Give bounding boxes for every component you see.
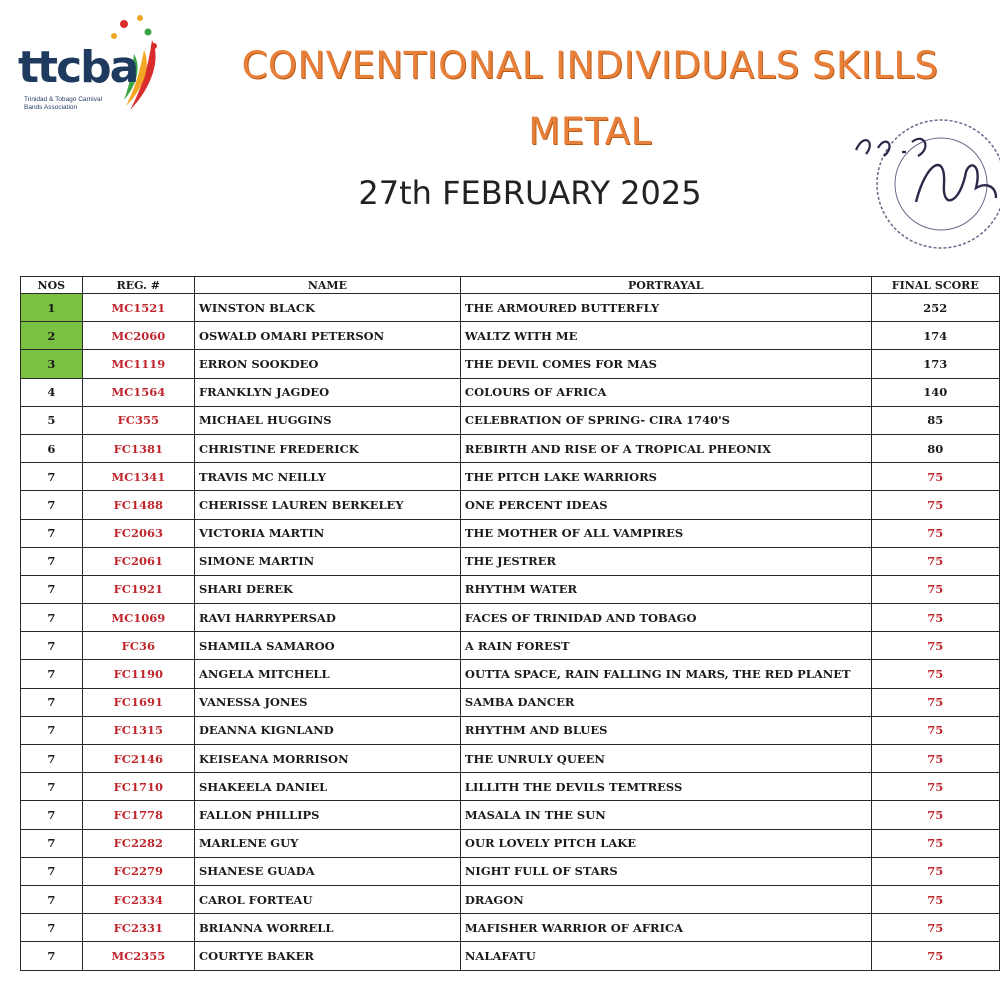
results-table — [20, 276, 1000, 971]
portrayal-cell: REBIRTH AND RISE OF A TROPICAL PHEONIX — [460, 434, 871, 462]
registration-cell: FC1778 — [82, 801, 194, 829]
registration-cell: FC2061 — [82, 547, 194, 575]
portrayal-cell: THE UNRULY QUEEN — [460, 745, 871, 773]
name-cell: SHANESE GUADA — [194, 857, 460, 885]
table-row — [21, 914, 1000, 942]
portrayal-cell: NIGHT FULL OF STARS — [460, 857, 871, 885]
table-row — [21, 378, 1000, 406]
rank-cell: 7 — [21, 745, 83, 773]
final-score-cell: 140 — [871, 378, 999, 406]
name-cell: RAVI HARRYPERSAD — [194, 604, 460, 632]
final-score-cell: 174 — [871, 322, 999, 350]
rank-cell: 4 — [21, 378, 83, 406]
portrayal-cell: MAFISHER WARRIOR OF AFRICA — [460, 914, 871, 942]
registration-cell: FC1691 — [82, 688, 194, 716]
portrayal-cell: OUR LOVELY PITCH LAKE — [460, 829, 871, 857]
portrayal-cell: OUTTA SPACE, RAIN FALLING IN MARS, THE RED PLANET — [460, 660, 871, 688]
rank-cell: 2 — [21, 322, 83, 350]
name-cell: VICTORIA MARTIN — [194, 519, 460, 547]
rank-cell: 7 — [21, 688, 83, 716]
portrayal-cell: LILLITH THE DEVILS TEMTRESS — [460, 773, 871, 801]
table-row — [21, 463, 1000, 491]
ttcba-logo — [16, 10, 166, 120]
logo-subtext: Trinidad & Tobago Carnival Bands Association — [24, 96, 103, 111]
final-score-cell: 75 — [871, 942, 999, 970]
event-date: 27th FEBRUARY 2025 — [358, 174, 702, 212]
registration-cell: FC1315 — [82, 716, 194, 744]
table-row — [21, 575, 1000, 603]
rank-cell: 7 — [21, 632, 83, 660]
column-header: NAME — [194, 277, 460, 294]
column-header: REG. # — [82, 277, 194, 294]
final-score-cell: 75 — [871, 632, 999, 660]
column-header: FINAL SCORE — [871, 277, 999, 294]
registration-cell: FC2146 — [82, 745, 194, 773]
final-score-cell: 75 — [871, 801, 999, 829]
table-row — [21, 406, 1000, 434]
registration-cell: FC1190 — [82, 660, 194, 688]
registration-cell: MC1069 — [82, 604, 194, 632]
name-cell: ANGELA MITCHELL — [194, 660, 460, 688]
rank-cell: 7 — [21, 773, 83, 801]
registration-cell: FC36 — [82, 632, 194, 660]
portrayal-cell: RHYTHM WATER — [460, 575, 871, 603]
final-score-cell: 75 — [871, 716, 999, 744]
name-cell: SHAMILA SAMAROO — [194, 632, 460, 660]
rank-cell: 6 — [21, 434, 83, 462]
table-row — [21, 688, 1000, 716]
name-cell: CHRISTINE FREDERICK — [194, 434, 460, 462]
registration-cell: FC1921 — [82, 575, 194, 603]
final-score-cell: 75 — [871, 885, 999, 913]
final-score-cell: 75 — [871, 547, 999, 575]
table-row — [21, 716, 1000, 744]
name-cell: CAROL FORTEAU — [194, 885, 460, 913]
name-cell: ERRON SOOKDEO — [194, 350, 460, 378]
name-cell: SHAKEELA DANIEL — [194, 773, 460, 801]
final-score-cell: 75 — [871, 745, 999, 773]
portrayal-cell: THE DEVIL COMES FOR MAS — [460, 350, 871, 378]
table-row — [21, 773, 1000, 801]
name-cell: CHERISSE LAUREN BERKELEY — [194, 491, 460, 519]
registration-cell: FC1381 — [82, 434, 194, 462]
name-cell: FRANKLYN JAGDEO — [194, 378, 460, 406]
registration-cell: FC1710 — [82, 773, 194, 801]
final-score-cell: 75 — [871, 914, 999, 942]
final-score-cell: 75 — [871, 857, 999, 885]
name-cell: VANESSA JONES — [194, 688, 460, 716]
portrayal-cell: THE MOTHER OF ALL VAMPIRES — [460, 519, 871, 547]
rank-cell: 7 — [21, 519, 83, 547]
rank-cell: 7 — [21, 716, 83, 744]
rank-cell: 7 — [21, 575, 83, 603]
name-cell: TRAVIS MC NEILLY — [194, 463, 460, 491]
rank-cell: 1 — [21, 294, 83, 322]
portrayal-cell: MASALA IN THE SUN — [460, 801, 871, 829]
name-cell: SHARI DEREK — [194, 575, 460, 603]
column-header: PORTRAYAL — [460, 277, 871, 294]
final-score-cell: 80 — [871, 434, 999, 462]
final-score-cell: 75 — [871, 688, 999, 716]
final-score-cell: 75 — [871, 604, 999, 632]
name-cell: KEISEANA MORRISON — [194, 745, 460, 773]
final-score-cell: 75 — [871, 829, 999, 857]
rank-cell: 7 — [21, 491, 83, 519]
page-subtitle: METAL — [528, 110, 652, 153]
table-row — [21, 885, 1000, 913]
table-row — [21, 322, 1000, 350]
rank-cell: 7 — [21, 463, 83, 491]
rank-cell: 7 — [21, 942, 83, 970]
final-score-cell: 75 — [871, 463, 999, 491]
name-cell: DEANNA KIGNLAND — [194, 716, 460, 744]
registration-cell: FC2063 — [82, 519, 194, 547]
table-row — [21, 350, 1000, 378]
name-cell: COURTYE BAKER — [194, 942, 460, 970]
rank-cell: 7 — [21, 885, 83, 913]
table-row — [21, 632, 1000, 660]
final-score-cell: 173 — [871, 350, 999, 378]
name-cell: MICHAEL HUGGINS — [194, 406, 460, 434]
rank-cell: 7 — [21, 914, 83, 942]
rank-cell: 3 — [21, 350, 83, 378]
table-row — [21, 745, 1000, 773]
final-score-cell: 75 — [871, 575, 999, 603]
page-title: CONVENTIONAL INDIVIDUALS SKILLS — [241, 44, 939, 87]
portrayal-cell: COLOURS OF AFRICA — [460, 378, 871, 406]
table-row — [21, 801, 1000, 829]
rank-cell: 7 — [21, 660, 83, 688]
portrayal-cell: SAMBA DANCER — [460, 688, 871, 716]
registration-cell: FC2279 — [82, 857, 194, 885]
registration-cell: MC1341 — [82, 463, 194, 491]
registration-cell: FC1488 — [82, 491, 194, 519]
table-row — [21, 547, 1000, 575]
final-score-cell: 75 — [871, 519, 999, 547]
final-score-cell: 75 — [871, 491, 999, 519]
table-row — [21, 942, 1000, 970]
registration-cell: FC2334 — [82, 885, 194, 913]
registration-cell: MC2060 — [82, 322, 194, 350]
registration-cell: MC2355 — [82, 942, 194, 970]
portrayal-cell: THE ARMOURED BUTTERFLY — [460, 294, 871, 322]
table-row — [21, 491, 1000, 519]
rank-cell: 7 — [21, 801, 83, 829]
table-header-row — [21, 277, 1000, 294]
official-stamp-icon — [836, 112, 1000, 252]
final-score-cell: 85 — [871, 406, 999, 434]
name-cell: WINSTON BLACK — [194, 294, 460, 322]
final-score-cell: 75 — [871, 660, 999, 688]
rank-cell: 7 — [21, 857, 83, 885]
table-row — [21, 857, 1000, 885]
rank-cell: 7 — [21, 547, 83, 575]
name-cell: MARLENE GUY — [194, 829, 460, 857]
rank-cell: 7 — [21, 604, 83, 632]
registration-cell: FC2282 — [82, 829, 194, 857]
registration-cell: MC1119 — [82, 350, 194, 378]
rank-cell: 7 — [21, 829, 83, 857]
portrayal-cell: THE PITCH LAKE WARRIORS — [460, 463, 871, 491]
registration-cell: MC1521 — [82, 294, 194, 322]
table-row — [21, 294, 1000, 322]
registration-cell: FC2331 — [82, 914, 194, 942]
portrayal-cell: NALAFATU — [460, 942, 871, 970]
portrayal-cell: WALTZ WITH ME — [460, 322, 871, 350]
name-cell: SIMONE MARTIN — [194, 547, 460, 575]
name-cell: FALLON PHILLIPS — [194, 801, 460, 829]
table-row — [21, 604, 1000, 632]
table-row — [21, 829, 1000, 857]
table-row — [21, 660, 1000, 688]
portrayal-cell: DRAGON — [460, 885, 871, 913]
portrayal-cell: CELEBRATION OF SPRING- CIRA 1740'S — [460, 406, 871, 434]
name-cell: OSWALD OMARI PETERSON — [194, 322, 460, 350]
column-header: NOS — [21, 277, 83, 294]
registration-cell: FC355 — [82, 406, 194, 434]
final-score-cell: 75 — [871, 773, 999, 801]
table-row — [21, 434, 1000, 462]
table-row — [21, 519, 1000, 547]
rank-cell: 5 — [21, 406, 83, 434]
portrayal-cell: THE JESTRER — [460, 547, 871, 575]
registration-cell: MC1564 — [82, 378, 194, 406]
portrayal-cell: FACES OF TRINIDAD AND TOBAGO — [460, 604, 871, 632]
logo-wordmark: ttcba — [18, 42, 138, 93]
portrayal-cell: RHYTHM AND BLUES — [460, 716, 871, 744]
portrayal-cell: ONE PERCENT IDEAS — [460, 491, 871, 519]
final-score-cell: 252 — [871, 294, 999, 322]
portrayal-cell: A RAIN FOREST — [460, 632, 871, 660]
name-cell: BRIANNA WORRELL — [194, 914, 460, 942]
